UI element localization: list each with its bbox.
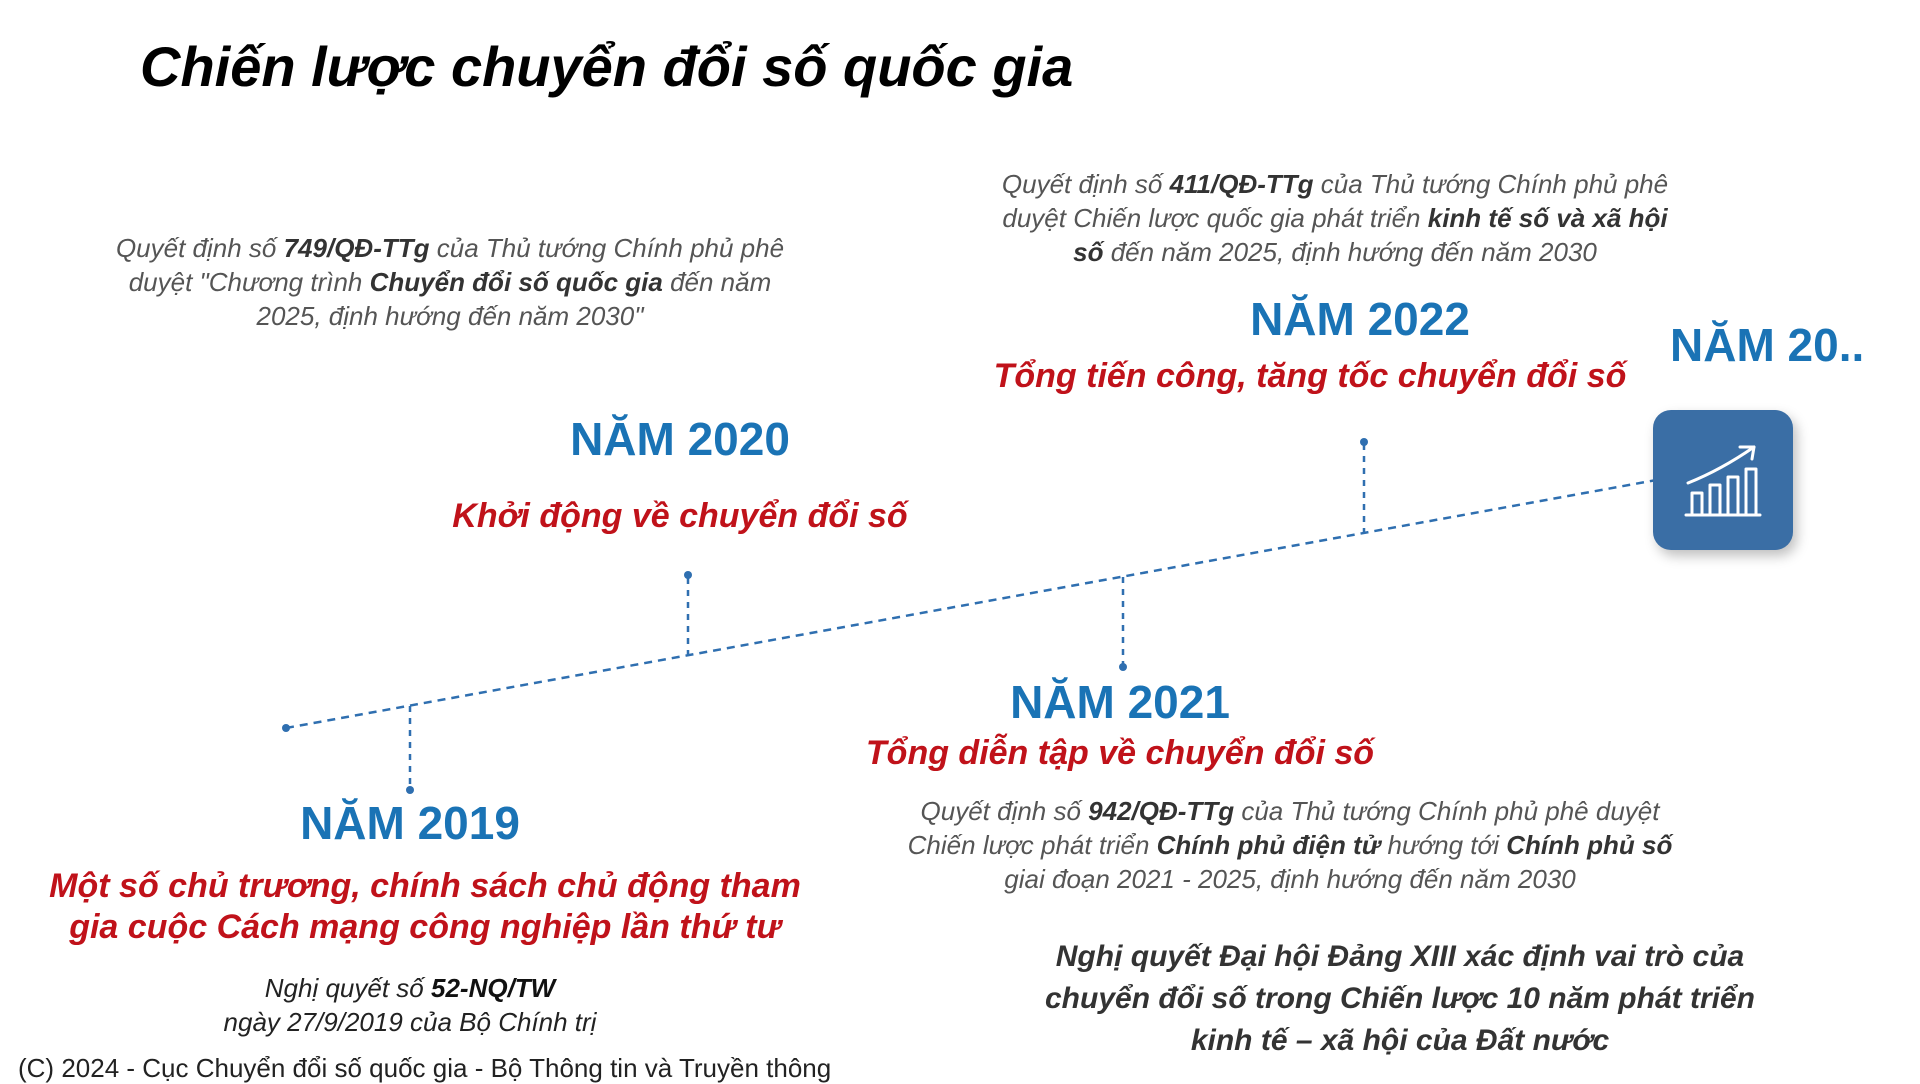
timeline-start-dot	[282, 724, 290, 732]
decision-942: Quyết định số 942/QĐ-TTg của Thủ tướng Chính phủ phê duyệt Chiến lược phát triển Chính phủ điện tử hướng tới Chính phủ số giai đoạn 2021 - 2025, định hướng đến năm 2030	[907, 796, 1673, 894]
year-2022: NĂM 2022	[1250, 293, 1470, 345]
connector-2021-dot	[1119, 663, 1127, 671]
footer-copyright: (C) 2024 - Cục Chuyển đổi số quốc gia - Bộ Thông tin và Truyền thông	[18, 1053, 832, 1083]
connector-2019-dot	[406, 786, 414, 794]
year-20xx: NĂM 20..	[1670, 319, 1865, 371]
decision-749: Quyết định số 749/QĐ-TTg của Thủ tướng Chính phủ phê duyệt "Chương trình Chuyển đổi số quốc gia đến năm 2025, định hướng đến năm 2030"	[115, 233, 785, 331]
heading-2019: Một số chủ trương, chính sách chủ động tham gia cuộc Cách mạng công nghiệp lần thứ tư	[49, 867, 801, 946]
connector-2022-dot	[1360, 438, 1368, 446]
growth-chart-icon	[1653, 410, 1793, 550]
page-title: Chiến lược chuyển đổi số quốc gia	[140, 35, 1074, 98]
year-2019: NĂM 2019	[300, 797, 520, 849]
year-2020: NĂM 2020	[570, 413, 790, 465]
resolution-52: Nghị quyết số 52-NQ/TW ngày 27/9/2019 của Bộ Chính trị	[223, 973, 597, 1037]
congress-resolution-note: Nghị quyết Đại hội Đảng XIII xác định vai trò của chuyển đổi số trong Chiến lược 10 năm phát triển kinh tế – xã hội của Đất nước	[1045, 940, 1755, 1057]
heading-2021: Tổng diễn tập về chuyển đổi số	[865, 734, 1375, 772]
decision-411: Quyết định số 411/QĐ-TTg của Thủ tướng Chính phủ phê duyệt Chiến lược quốc gia phát triển kinh tế số và xã hội số đến năm 2025, định hướng đến năm 2030	[1001, 169, 1669, 267]
heading-2022: Tổng tiến công, tăng tốc chuyển đổi số	[993, 357, 1627, 395]
year-2021: NĂM 2021	[1010, 676, 1230, 728]
heading-2020: Khởi động về chuyển đổi số	[452, 497, 908, 535]
connector-2020-dot	[684, 571, 692, 579]
